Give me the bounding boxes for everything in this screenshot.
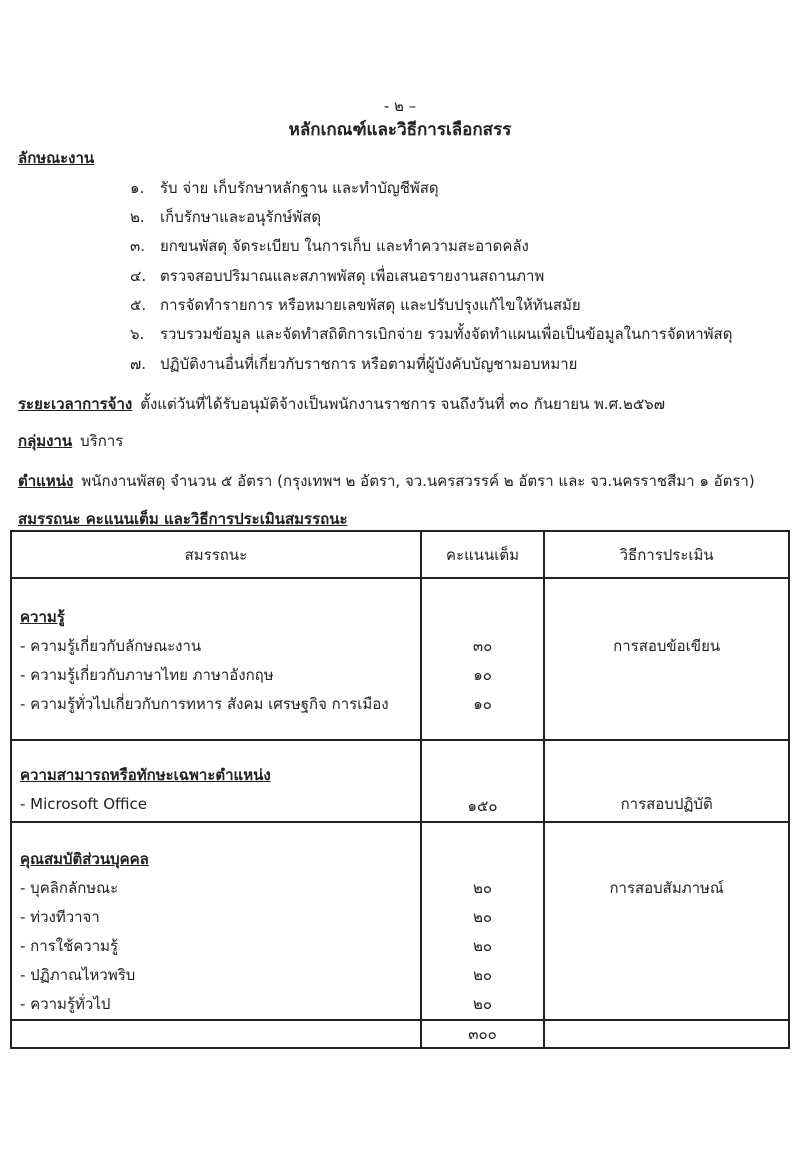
- position-label: ตำแหน่ง: [18, 472, 74, 490]
- employment-period-value: ตั้งแต่วันที่ได้รับอนุมัติจ้างเป็นพนักงานราชการ จนถึงวันที่ ๓๐ กันยายน พ.ศ.๒๕๖๗: [140, 395, 665, 413]
- job-description-heading: ลักษณะงาน: [18, 149, 95, 167]
- work-group-value: บริการ: [80, 432, 124, 450]
- group-title: ความรู้: [20, 608, 65, 626]
- score: ๑๐: [473, 695, 492, 713]
- duty-item: ๕. การจัดทำรายการ หรือหมายเลขพัสดุ และปรับปรุงแก้ไขให้ทันสมัย: [130, 296, 581, 314]
- work-group-label: กลุ่มงาน: [18, 432, 73, 450]
- header-full-score: คะแนนเต็ม: [421, 531, 544, 578]
- score: ๒๐: [473, 908, 493, 926]
- score: ๑๐: [473, 666, 492, 684]
- header-competency: สมรรถนะ: [11, 531, 421, 578]
- competency-item: - ความรู้ทั่วไปเกี่ยวกับการทหาร สังคม เศรษฐกิจ การเมือง: [20, 695, 389, 713]
- position-value: พนักงานพัสดุ จำนวน ๕ อัตรา (กรุงเทพฯ ๒ อัตรา, จว.นครสวรรค์ ๒ อัตรา และ จว.นครราชสีมา ๑ อัตรา): [81, 472, 755, 490]
- score: ๑๕๐: [467, 797, 498, 815]
- competency-item: - ความรู้เกี่ยวกับภาษาไทย ภาษาอังกฤษ: [20, 666, 274, 684]
- page-number: - ๒ –: [383, 97, 417, 115]
- competency-item: - ความรู้เกี่ยวกับลักษณะงาน: [20, 637, 202, 655]
- table-header-row: [11, 531, 789, 578]
- duty-item: ๓. ยกขนพัสดุ จัดระเบียบ ในการเก็บ และทำความสะอาดคลัง: [130, 237, 529, 255]
- employment-period-label: ระยะเวลาการจ้าง: [18, 395, 133, 413]
- table-row-knowledge: [11, 578, 789, 740]
- competency-item: - ท่วงทีวาจา: [20, 908, 100, 926]
- table-total-row: [11, 1020, 789, 1048]
- assessment-method: การสอบสัมภาษณ์: [609, 879, 724, 897]
- competency-item: - การใช้ความรู้: [20, 937, 119, 955]
- score: ๒๐: [473, 937, 493, 955]
- assessment-method: การสอบข้อเขียน: [613, 637, 721, 655]
- document-title: หลักเกณฑ์และวิธีการเลือกสรร: [288, 120, 512, 140]
- header-method: วิธีการประเมิน: [544, 531, 789, 578]
- score: ๒๐: [473, 966, 493, 984]
- duty-item: ๑. รับ จ่าย เก็บรักษาหลักฐาน และทำบัญชีพัสดุ: [130, 179, 439, 197]
- duty-item: ๗. ปฏิบัติงานอื่นที่เกี่ยวกับราชการ หรือตามที่ผู้บังคับบัญชามอบหมาย: [130, 355, 578, 373]
- assessment-method: การสอบปฏิบัติ: [620, 795, 713, 813]
- duty-item: ๔. ตรวจสอบปริมาณและสภาพพัสดุ เพื่อเสนอรายงานสถานภาพ: [130, 267, 545, 285]
- table-row-skills: [11, 740, 789, 822]
- group-title: ความสามารถหรือทักษะเฉพาะตำแหน่ง: [20, 766, 271, 784]
- group-title: คุณสมบัติส่วนบุคคล: [20, 850, 149, 868]
- position: [18, 469, 755, 493]
- competency-item: - ความรู้ทั่วไป: [20, 995, 111, 1013]
- competency-item: - บุคลิกลักษณะ: [20, 879, 119, 897]
- duty-item: ๖. รวบรวมข้อมูล และจัดทำสถิติการเบิกจ่าย รวมทั้งจัดทำแผนเพื่อเป็นข้อมูลในการจัดหาพัสดุ: [130, 325, 733, 343]
- score: ๓๐: [472, 637, 493, 655]
- competency-heading: สมรรถนะ คะแนนเต็ม และวิธีการประเมินสมรรถนะ: [18, 510, 348, 528]
- table-row-personal: [11, 822, 789, 1020]
- score: ๒๐: [473, 995, 493, 1013]
- duty-item: ๒. เก็บรักษาและอนุรักษ์พัสดุ: [130, 208, 322, 226]
- score: ๒๐: [473, 879, 493, 897]
- competency-table: [10, 530, 790, 1049]
- competency-item: - Microsoft Office: [20, 795, 147, 813]
- competency-item: - ปฏิภาณไหวพริบ: [20, 966, 136, 984]
- total-score: ๓๐๐: [468, 1025, 497, 1043]
- work-group: [18, 429, 123, 453]
- employment-period: [18, 392, 665, 416]
